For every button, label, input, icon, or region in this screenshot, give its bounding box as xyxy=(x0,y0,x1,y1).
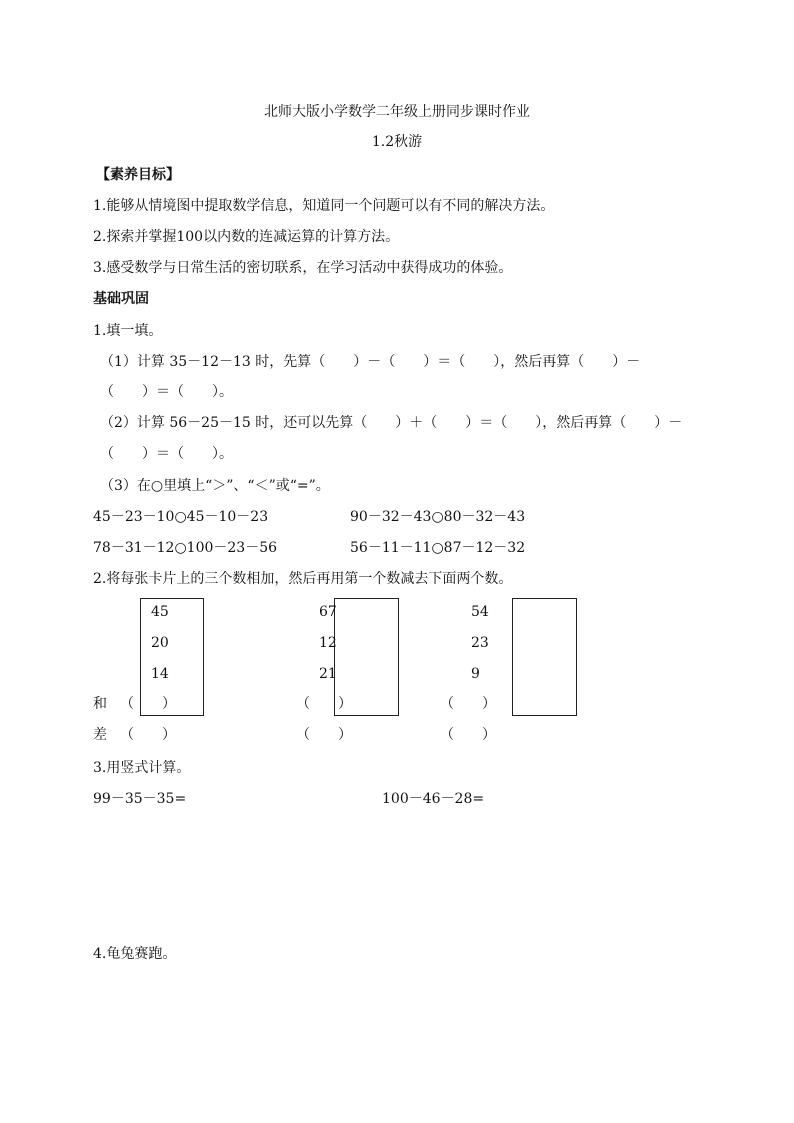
q1-part2-line1: （2）计算 56－25－15 时，还可以先算（ ）＋（ ）＝（ ），然后再算（ ）－ xyxy=(100,415,683,431)
q3-title: 3.用竖式计算。 xyxy=(93,760,191,776)
comparison-item: 78－31－12○100－23－56 xyxy=(93,540,278,556)
goals-heading: 【素养目标】 xyxy=(96,167,180,183)
comparison-item: 90－32－43○80－32－43 xyxy=(350,509,526,525)
comparison-item: 45－23－10○45－10－23 xyxy=(93,509,269,525)
sum-blank: （ ） xyxy=(296,696,352,712)
difference-blank: （ ） xyxy=(296,727,352,743)
vertical-calc-expression: 100－46－28= xyxy=(382,791,485,807)
page-title: 北师大版小学数学二年级上册同步课时作业 xyxy=(264,104,530,120)
q1-part1-line1: （1）计算 35－12－13 时，先算（ ）－（ ）＝（ ），然后再算（ ）－ xyxy=(100,354,641,370)
comparison-item: 56－11－11○87－12－32 xyxy=(350,540,526,556)
sum-blank: （ ） xyxy=(120,696,176,712)
card-number: 21 xyxy=(319,666,337,682)
card-number: 67 xyxy=(319,604,337,620)
goal-item-1: 1.能够从情境图中提取数学信息，知道同一个问题可以有不同的解决方法。 xyxy=(93,198,555,214)
card-number: 45 xyxy=(151,604,169,620)
q1-part3-line: （3）在○里填上“＞”、“＜”或“=”。 xyxy=(100,478,330,494)
q1-part1-line2: （ ）＝（ ）。 xyxy=(100,384,233,400)
number-card-3 xyxy=(512,598,577,716)
card-number: 20 xyxy=(151,635,169,651)
difference-label: 差 xyxy=(93,727,107,743)
q4-title: 4.龟兔赛跑。 xyxy=(93,946,177,962)
basics-heading: 基础巩固 xyxy=(93,291,149,307)
q1-part2-line2: （ ）＝（ ）。 xyxy=(100,446,233,462)
card-number: 12 xyxy=(319,635,337,651)
goal-item-3: 3.感受数学与日常生活的密切联系，在学习活动中获得成功的体验。 xyxy=(93,260,513,276)
vertical-calc-expression: 99－35－35= xyxy=(93,791,187,807)
q1-title: 1.填一填。 xyxy=(93,323,163,339)
card-number: 14 xyxy=(151,666,169,682)
q2-title: 2.将每张卡片上的三个数相加，然后再用第一个数减去下面两个数。 xyxy=(93,571,513,587)
card-number: 23 xyxy=(471,635,489,651)
card-number: 9 xyxy=(471,666,480,682)
difference-blank: （ ） xyxy=(440,727,496,743)
lesson-subtitle: 1.2秋游 xyxy=(371,134,423,150)
card-number: 54 xyxy=(471,604,489,620)
sum-label: 和 xyxy=(93,696,107,712)
sum-blank: （ ） xyxy=(440,696,496,712)
goal-item-2: 2.探索并掌握100以内数的连减运算的计算方法。 xyxy=(93,229,400,245)
difference-blank: （ ） xyxy=(120,727,176,743)
